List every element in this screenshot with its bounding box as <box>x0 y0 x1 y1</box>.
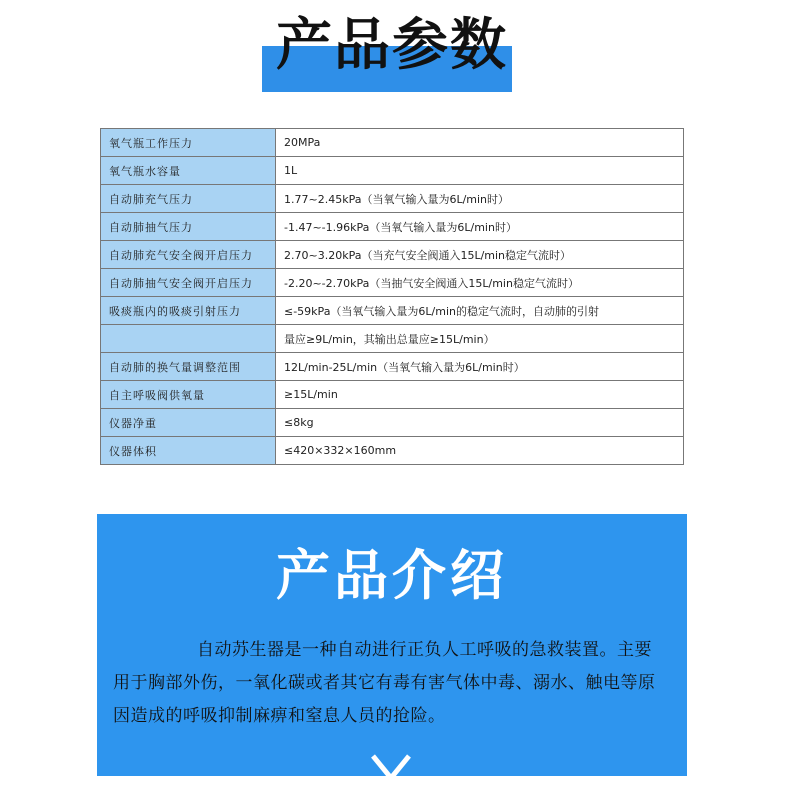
param-label: 氧气瓶工作压力 <box>101 129 276 157</box>
intro-title: 产品介绍 <box>276 544 508 607</box>
param-label: 仪器净重 <box>101 409 276 437</box>
param-value: 12L/min-25L/min（当氧气输入量为6L/min时） <box>276 353 684 381</box>
section-title-params <box>262 10 512 82</box>
table-row <box>101 213 684 241</box>
param-label: 自动肺抽气安全阀开启压力 <box>101 269 276 297</box>
param-label <box>101 325 276 353</box>
param-label: 自动肺充气安全阀开启压力 <box>101 241 276 269</box>
table-row <box>101 409 684 437</box>
chevron-down-icon <box>367 752 415 782</box>
param-value: ≤420×332×160mm <box>276 437 684 465</box>
param-label: 吸痰瓶内的吸痰引射压力 <box>101 297 276 325</box>
param-value: ≥15L/min <box>276 381 684 409</box>
param-value: -2.20~-2.70kPa（当抽气安全阀通入15L/min稳定气流时） <box>276 269 684 297</box>
param-value: 1L <box>276 157 684 185</box>
param-value: 量应≥9L/min，其输出总量应≥15L/min） <box>276 325 684 353</box>
table-row <box>101 269 684 297</box>
params-table <box>100 128 684 465</box>
table-row <box>101 185 684 213</box>
param-label: 自动肺的换气量调整范围 <box>101 353 276 381</box>
param-label: 自主呼吸阀供氧量 <box>101 381 276 409</box>
param-value: 1.77~2.45kPa（当氧气输入量为6L/min时） <box>276 185 684 213</box>
table-row <box>101 241 684 269</box>
param-value: 2.70~3.20kPa（当充气安全阀通入15L/min稳定气流时） <box>276 241 684 269</box>
param-label: 自动肺抽气压力 <box>101 213 276 241</box>
table-row <box>101 381 684 409</box>
table-row <box>101 325 684 353</box>
intro-text: 自动苏生器是一种自动进行正负人工呼吸的急救装置。主要用于胸部外伤，一氧化碳或者其它有毒有害气体中毒、溺水、触电等原因造成的呼吸抑制麻痹和窒息人员的抢险。 <box>113 640 656 726</box>
param-value: -1.47~-1.96kPa（当氧气输入量为6L/min时） <box>276 213 684 241</box>
param-value: ≤8kg <box>276 409 684 437</box>
param-value: ≤-59kPa（当氧气输入量为6L/min的稳定气流时，自动肺的引射 <box>276 297 684 325</box>
param-label: 仪器体积 <box>101 437 276 465</box>
table-row <box>101 437 684 465</box>
table-row <box>101 129 684 157</box>
table-row <box>101 297 684 325</box>
table-row <box>101 353 684 381</box>
page-title: 产品参数 <box>276 13 508 78</box>
param-value: 20MPa <box>276 129 684 157</box>
param-label: 氧气瓶水容量 <box>101 157 276 185</box>
table-row <box>101 157 684 185</box>
param-label: 自动肺充气压力 <box>101 185 276 213</box>
intro-panel <box>97 514 687 776</box>
